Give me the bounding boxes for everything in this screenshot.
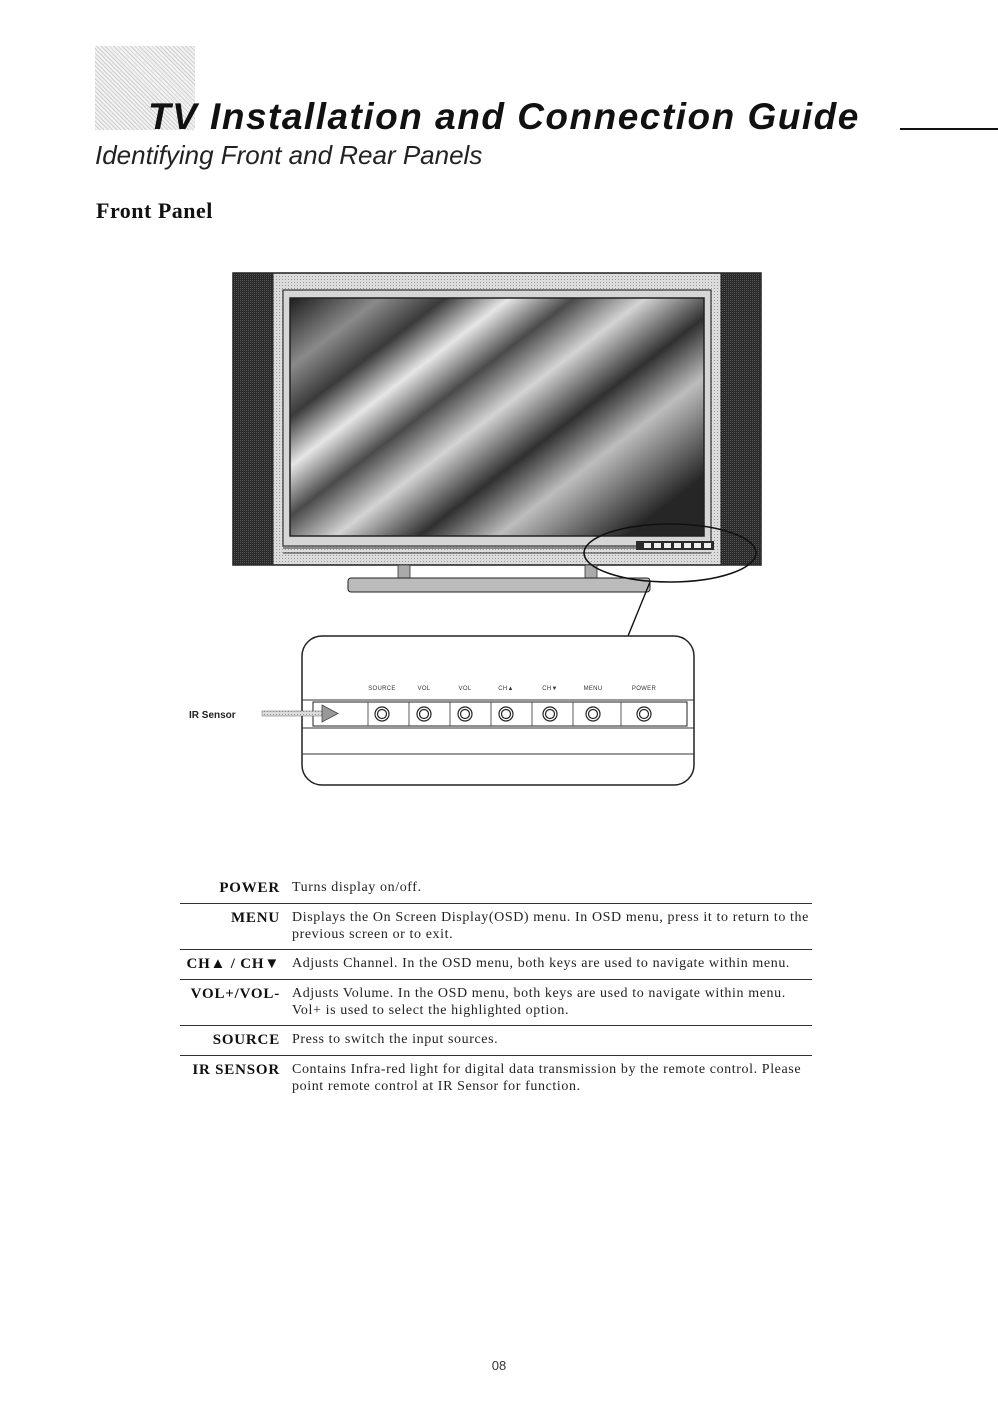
vol-up-button-label: VOL [458,686,472,692]
control-description: Contains Infra-red light for digital data transmission by the remote control. Please point remote control at IR Sensor for function. [292,1062,802,1094]
control-description: Displays the On Screen Display(OSD) menu. In OSD menu, press it to return to the previous screen or to exit. [292,910,809,942]
control-row-volume [180,980,812,1026]
menu-button-label: MENU [583,686,603,692]
page-subtitle: Identifying Front and Rear Panels [95,140,483,170]
control-row-source [180,1026,812,1056]
section-heading: Front Panel [96,198,213,223]
power-button-label: POWER [631,686,657,692]
control-row-power [180,874,812,904]
source-button-label: SOURCE [368,686,396,692]
vol-down-button-label: VOL [417,686,431,692]
control-term: IR SENSOR [192,1062,280,1078]
control-term: POWER [219,880,280,896]
control-row-menu [180,904,812,950]
control-row-channel [180,950,812,980]
control-term: MENU [230,910,280,926]
controls-table [180,874,812,1101]
page-number: 08 [491,1358,507,1373]
page-title: TV Installation and Connection Guide [148,96,860,137]
ch-down-button-label: CH▼ [542,686,558,692]
control-description: Adjusts Channel. In the OSD menu, both keys are used to navigate within menu. [292,956,791,971]
control-description: Turns display on/off. [292,880,422,895]
ch-up-button-label: CH▲ [498,686,514,692]
control-row-ir-sensor [180,1056,812,1101]
control-description: Adjusts Volume. In the OSD menu, both keys are used to navigate within menu. Vol+ is used to select the highlighted option. [292,986,786,1018]
control-description: Press to switch the input sources. [292,1032,499,1047]
control-term: SOURCE [212,1032,280,1048]
ir-sensor-label: IR Sensor [189,710,236,721]
control-term: VOL+/VOL- [190,986,280,1002]
control-term: CH▲ / CH▼ [186,956,280,972]
